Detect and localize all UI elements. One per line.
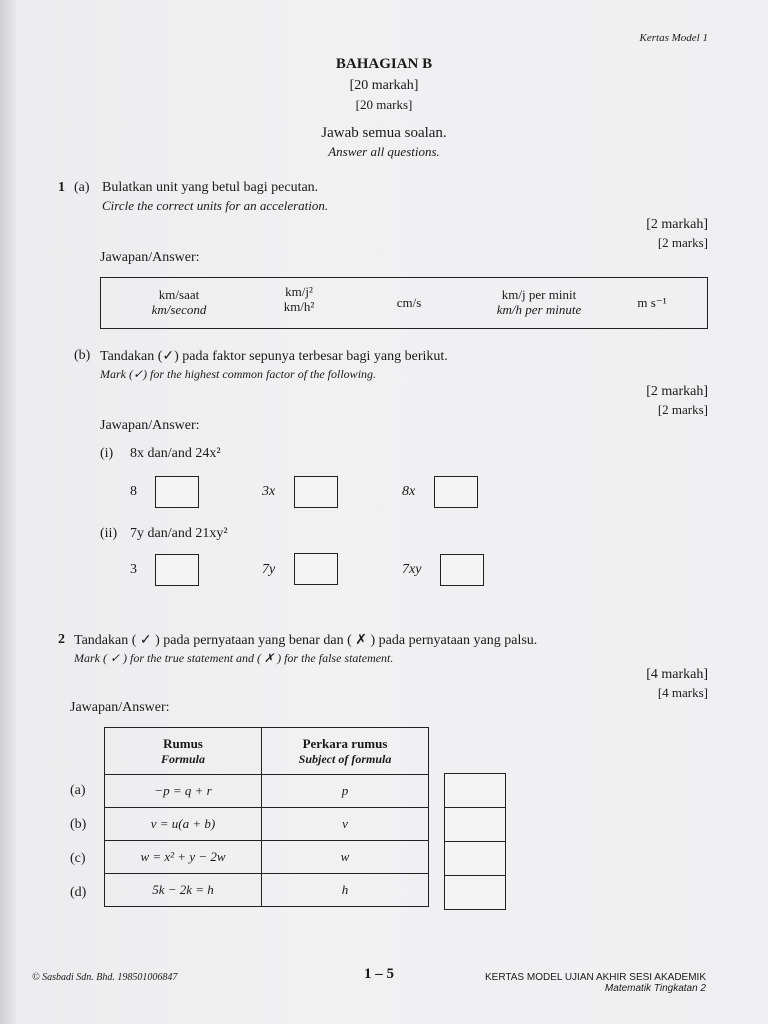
unit-option-1-ms: km/saat: [158, 287, 200, 302]
q1b-question-en: Mark (✓) for the highest common factor of the following.: [100, 367, 377, 381]
q1b-label: (b): [74, 348, 91, 363]
q2-row-label-b: (b): [70, 817, 87, 832]
q1-number: 1: [58, 180, 65, 195]
subject-header-en: Subject of formula: [298, 751, 392, 766]
section-instruction-en: Answer all questions.: [328, 144, 440, 159]
q1a-question-ms: Bulatkan unit yang betul bagi pecutan.: [102, 180, 319, 195]
page-number: 1 – 5: [364, 966, 394, 982]
formula-header-en: Formula: [160, 751, 205, 766]
subject-cell: p: [262, 775, 429, 808]
q2-number: 2: [58, 632, 65, 647]
q2-marks-en: [4 marks]: [657, 685, 708, 700]
publisher-credit: © Sasbadi Sdn. Bhd. 198501006847: [32, 972, 178, 983]
formula-column-header: [105, 728, 262, 775]
q1a-answer-label: Jawapan/Answer:: [100, 250, 200, 265]
footer-title-block: [485, 972, 706, 994]
q1b-marks-en: [2 marks]: [657, 402, 708, 417]
table-row: [105, 808, 429, 841]
unit-option-4-en: km/h per minute: [496, 302, 582, 317]
footer-title: KERTAS MODEL UJIAN AKHIR SESI AKADEMIK: [485, 972, 706, 983]
formula-table-header: [105, 728, 429, 775]
unit-option-3-ms: cm/s: [396, 295, 422, 310]
q1b-answer-label: Jawapan/Answer:: [100, 418, 200, 433]
subject-column-header: [262, 728, 429, 775]
q1a-marks-ms: [2 markah]: [646, 217, 708, 232]
q2-answer-box-b[interactable]: [444, 807, 506, 842]
q2-answer-box-c[interactable]: [444, 841, 506, 876]
q2-marks-ms: [4 markah]: [646, 667, 708, 682]
q1b-question-ms: Tandakan (✓) pada faktor sepunya terbesar bagi yang berikut.: [100, 349, 448, 364]
q2-answer-label: Jawapan/Answer:: [70, 700, 170, 715]
unit-option-3[interactable]: [369, 295, 449, 310]
section-marks-en: [20 marks]: [355, 97, 413, 112]
q1b-i-option-2-checkbox[interactable]: [294, 476, 338, 508]
q1b-i-label: (i): [100, 446, 114, 461]
unit-option-2-en: km/h²: [283, 299, 315, 314]
q1b-ii-label: (ii): [100, 526, 118, 541]
q1a-label: (a): [74, 180, 90, 195]
q2-question-ms: Tandakan ( ✓ ) pada pernyataan yang benar dan ( ✗ ) pada pernyataan yang palsu.: [74, 633, 538, 648]
q1b-ii-option-1-label: 3: [130, 562, 137, 577]
formula-cell: v = u(a + b): [105, 808, 262, 841]
table-row: [105, 874, 429, 907]
q1b-ii-option-1-checkbox[interactable]: [155, 554, 199, 586]
q1b-i-option-1-label: 8: [130, 484, 137, 499]
subject-header-ms: Perkara rumus: [302, 735, 388, 751]
q2-row-label-a: (a): [70, 783, 86, 798]
q2-answer-box-d[interactable]: [444, 875, 506, 910]
unit-option-5[interactable]: [617, 295, 687, 310]
table-row: [105, 841, 429, 874]
q1b-ii-option-3-checkbox[interactable]: [440, 554, 484, 586]
q2-question-en: Mark ( ✓ ) for the true statement and ( ✗ ) for the false statement.: [74, 651, 394, 665]
table-row: [105, 775, 429, 808]
q1a-question-en: Circle the correct units for an acceleration.: [102, 198, 329, 213]
formula-cell: −p = q + r: [105, 775, 262, 808]
paper-label: Kertas Model 1: [639, 32, 708, 44]
q1b-i-option-1-checkbox[interactable]: [155, 476, 199, 508]
subject-cell: v: [262, 808, 429, 841]
unit-option-2[interactable]: [259, 284, 339, 314]
q1a-marks-en: [2 marks]: [657, 235, 708, 250]
q1b-ii-option-2-label: 7y: [262, 562, 276, 577]
unit-option-1[interactable]: [119, 287, 239, 317]
q1b-i-option-2-label: 3x: [262, 484, 276, 499]
formula-table: [104, 727, 429, 907]
unit-option-5-ms: m s⁻¹: [637, 295, 667, 310]
formula-cell: w = x² + y − 2w: [105, 841, 262, 874]
footer-subtitle: Matematik Tingkatan 2: [604, 983, 706, 994]
unit-option-1-en: km/second: [151, 302, 207, 317]
q2-row-label-c: (c): [70, 851, 86, 866]
formula-header-ms: Rumus: [163, 735, 203, 751]
formula-cell: 5k − 2k = h: [105, 874, 262, 907]
q1b-ii-option-3-label: 7xy: [402, 562, 422, 577]
q1b-i-option-3-checkbox[interactable]: [434, 476, 478, 508]
section-title: BAHAGIAN B: [335, 56, 433, 72]
subject-cell: w: [262, 841, 429, 874]
q1b-i-expression: 8x dan/and 24x²: [130, 446, 221, 461]
units-answer-box: [100, 277, 708, 329]
section-instruction-ms: Jawab semua soalan.: [321, 125, 447, 141]
unit-option-4-ms: km/j per minit: [501, 287, 577, 302]
q1b-i-option-3-label: 8x: [402, 484, 416, 499]
subject-cell: h: [262, 874, 429, 907]
unit-option-2-ms: km/j²: [285, 284, 313, 299]
section-marks-ms: [20 markah]: [349, 78, 419, 93]
q2-answer-box-a[interactable]: [444, 773, 506, 808]
unit-option-4[interactable]: [469, 287, 609, 317]
q1b-marks-ms: [2 markah]: [646, 384, 708, 399]
q1b-ii-option-2-checkbox[interactable]: [294, 553, 338, 585]
q2-row-label-d: (d): [70, 885, 87, 900]
q1b-ii-expression: 7y dan/and 21xy²: [130, 526, 228, 541]
